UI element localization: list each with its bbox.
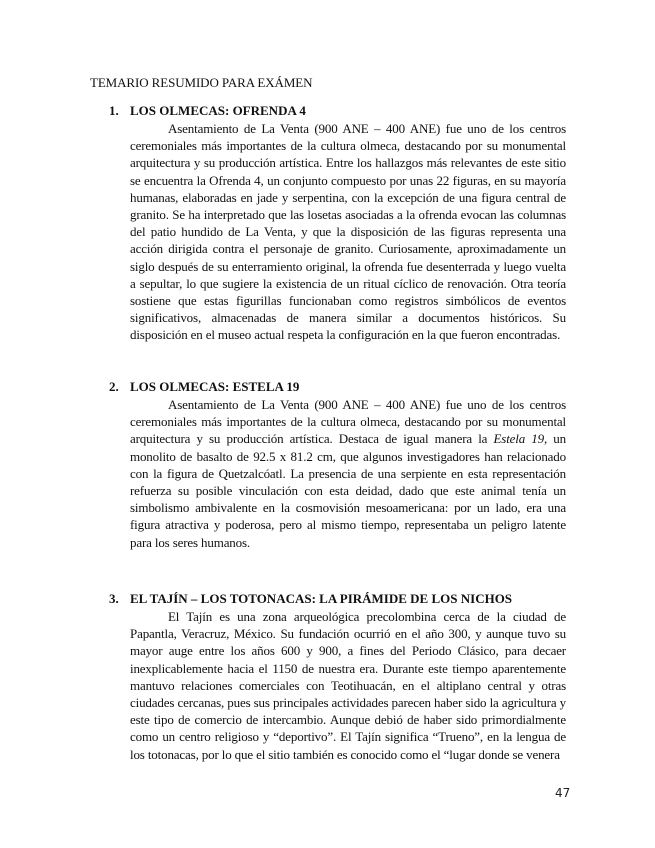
section-estela-19 (109, 378, 566, 551)
section-paragraph (130, 396, 566, 551)
section-paragraph: Asentamiento de La Venta (900 ANE – 400 ANE) fue uno de los centros ceremoniales más importantes de la cultura olmeca, destacando por su monumental arquitectura y su producción artística. Entre los hallazgos más relevantes de este sitio se encuentra la Ofrenda 4, un conjunto compuesto por unas 22 figuras, en su mayoría humanas, elaboradas en jade y serpentina, con la excepción de una figura central de granito. Se ha interpretado que las losetas asociadas a la ofrenda evocan las columnas del patio hundido de La Venta, y que la disposición de las figuras representa una acción dirigida contra el personaje de granito. Curiosamente, aproximadamente un siglo después de su enterramiento original, la ofrenda fue desenterrada y luego vuelta a sepultar, lo que sugiere la existencia de un ritual cíclico de renovación. Otra teoría sostiene que estas figurillas funcionaban como registros simbólicos de eventos significativos, almacenadas de manera similar a documentos históricos. Su disposición en el museo actual respeta la configuración en la que fueron encontradas. (130, 121, 566, 343)
section-number: 3. (109, 591, 119, 606)
page-number: 47 (555, 786, 571, 800)
section-heading (109, 378, 566, 395)
section-number: 2. (109, 379, 119, 394)
section-title: EL TAJÍN – LOS TOTONACAS: LA PIRÁMIDE DE LOS NICHOS (130, 591, 513, 606)
section-title: LOS OLMECAS: OFRENDA 4 (130, 103, 306, 118)
section-title: LOS OLMECAS: ESTELA 19 (130, 379, 300, 394)
paragraph-italic-term: Estela 19 (493, 431, 544, 447)
paragraph-text-after: , un monolito de basalto de 92.5 x 81.2 cm, que algunos investigadores han relacionado con la figura de Quetzalcóatl. La presencia de una serpiente en esta representación refuerza su posible vinculación con esta deidad, dado que este animal tenía un simbolismo ambivalente en la cosmovisión mesoamericana: por un lado, era una figura atractiva y poderosa, pero al mismo tiempo, representaba un peligro latente para los seres humanos. (130, 431, 566, 550)
section-number: 1. (109, 103, 119, 118)
section-el-tajin (109, 590, 566, 763)
section-paragraph: El Tajín es una zona arqueológica precolombina cerca de la ciudad de Papantla, Veracruz, México. Su fundación ocurrió en el año 300, y aunque tuvo su mayor auge entre los años 600 y 900, a fines del Periodo Clásico, para decaer inexplicablemente hacia el 1150 de nuestra era. Durante este tiempo aparentemente mantuvo relaciones comerciales con Teotihuacán, en el altiplano central y otras ciudades cercanas, pues sus principales actividades parecen haber sido la agricultura y este tipo de comercio de intercambio. Aunque debió de haber sido primordialmente como un centro religioso y “deportivo”. El Tajín significa “Trueno”, en la lengua de los totonacas, por lo que el sitio también es conocido como el “lugar donde se venera (130, 609, 566, 762)
section-heading (109, 590, 566, 607)
document-title: TEMARIO RESUMIDO PARA EXÁMEN (90, 75, 313, 90)
section-heading (109, 102, 566, 119)
section-ofrenda-4 (109, 102, 566, 344)
paragraph-text-before: Asentamiento de La Venta (900 ANE – 400 ANE) fue uno de los centros ceremoniales más importantes de la cultura olmeca, destacando por su monumental arquitectura y su producción artística. Destaca de igual manera la (130, 397, 566, 447)
